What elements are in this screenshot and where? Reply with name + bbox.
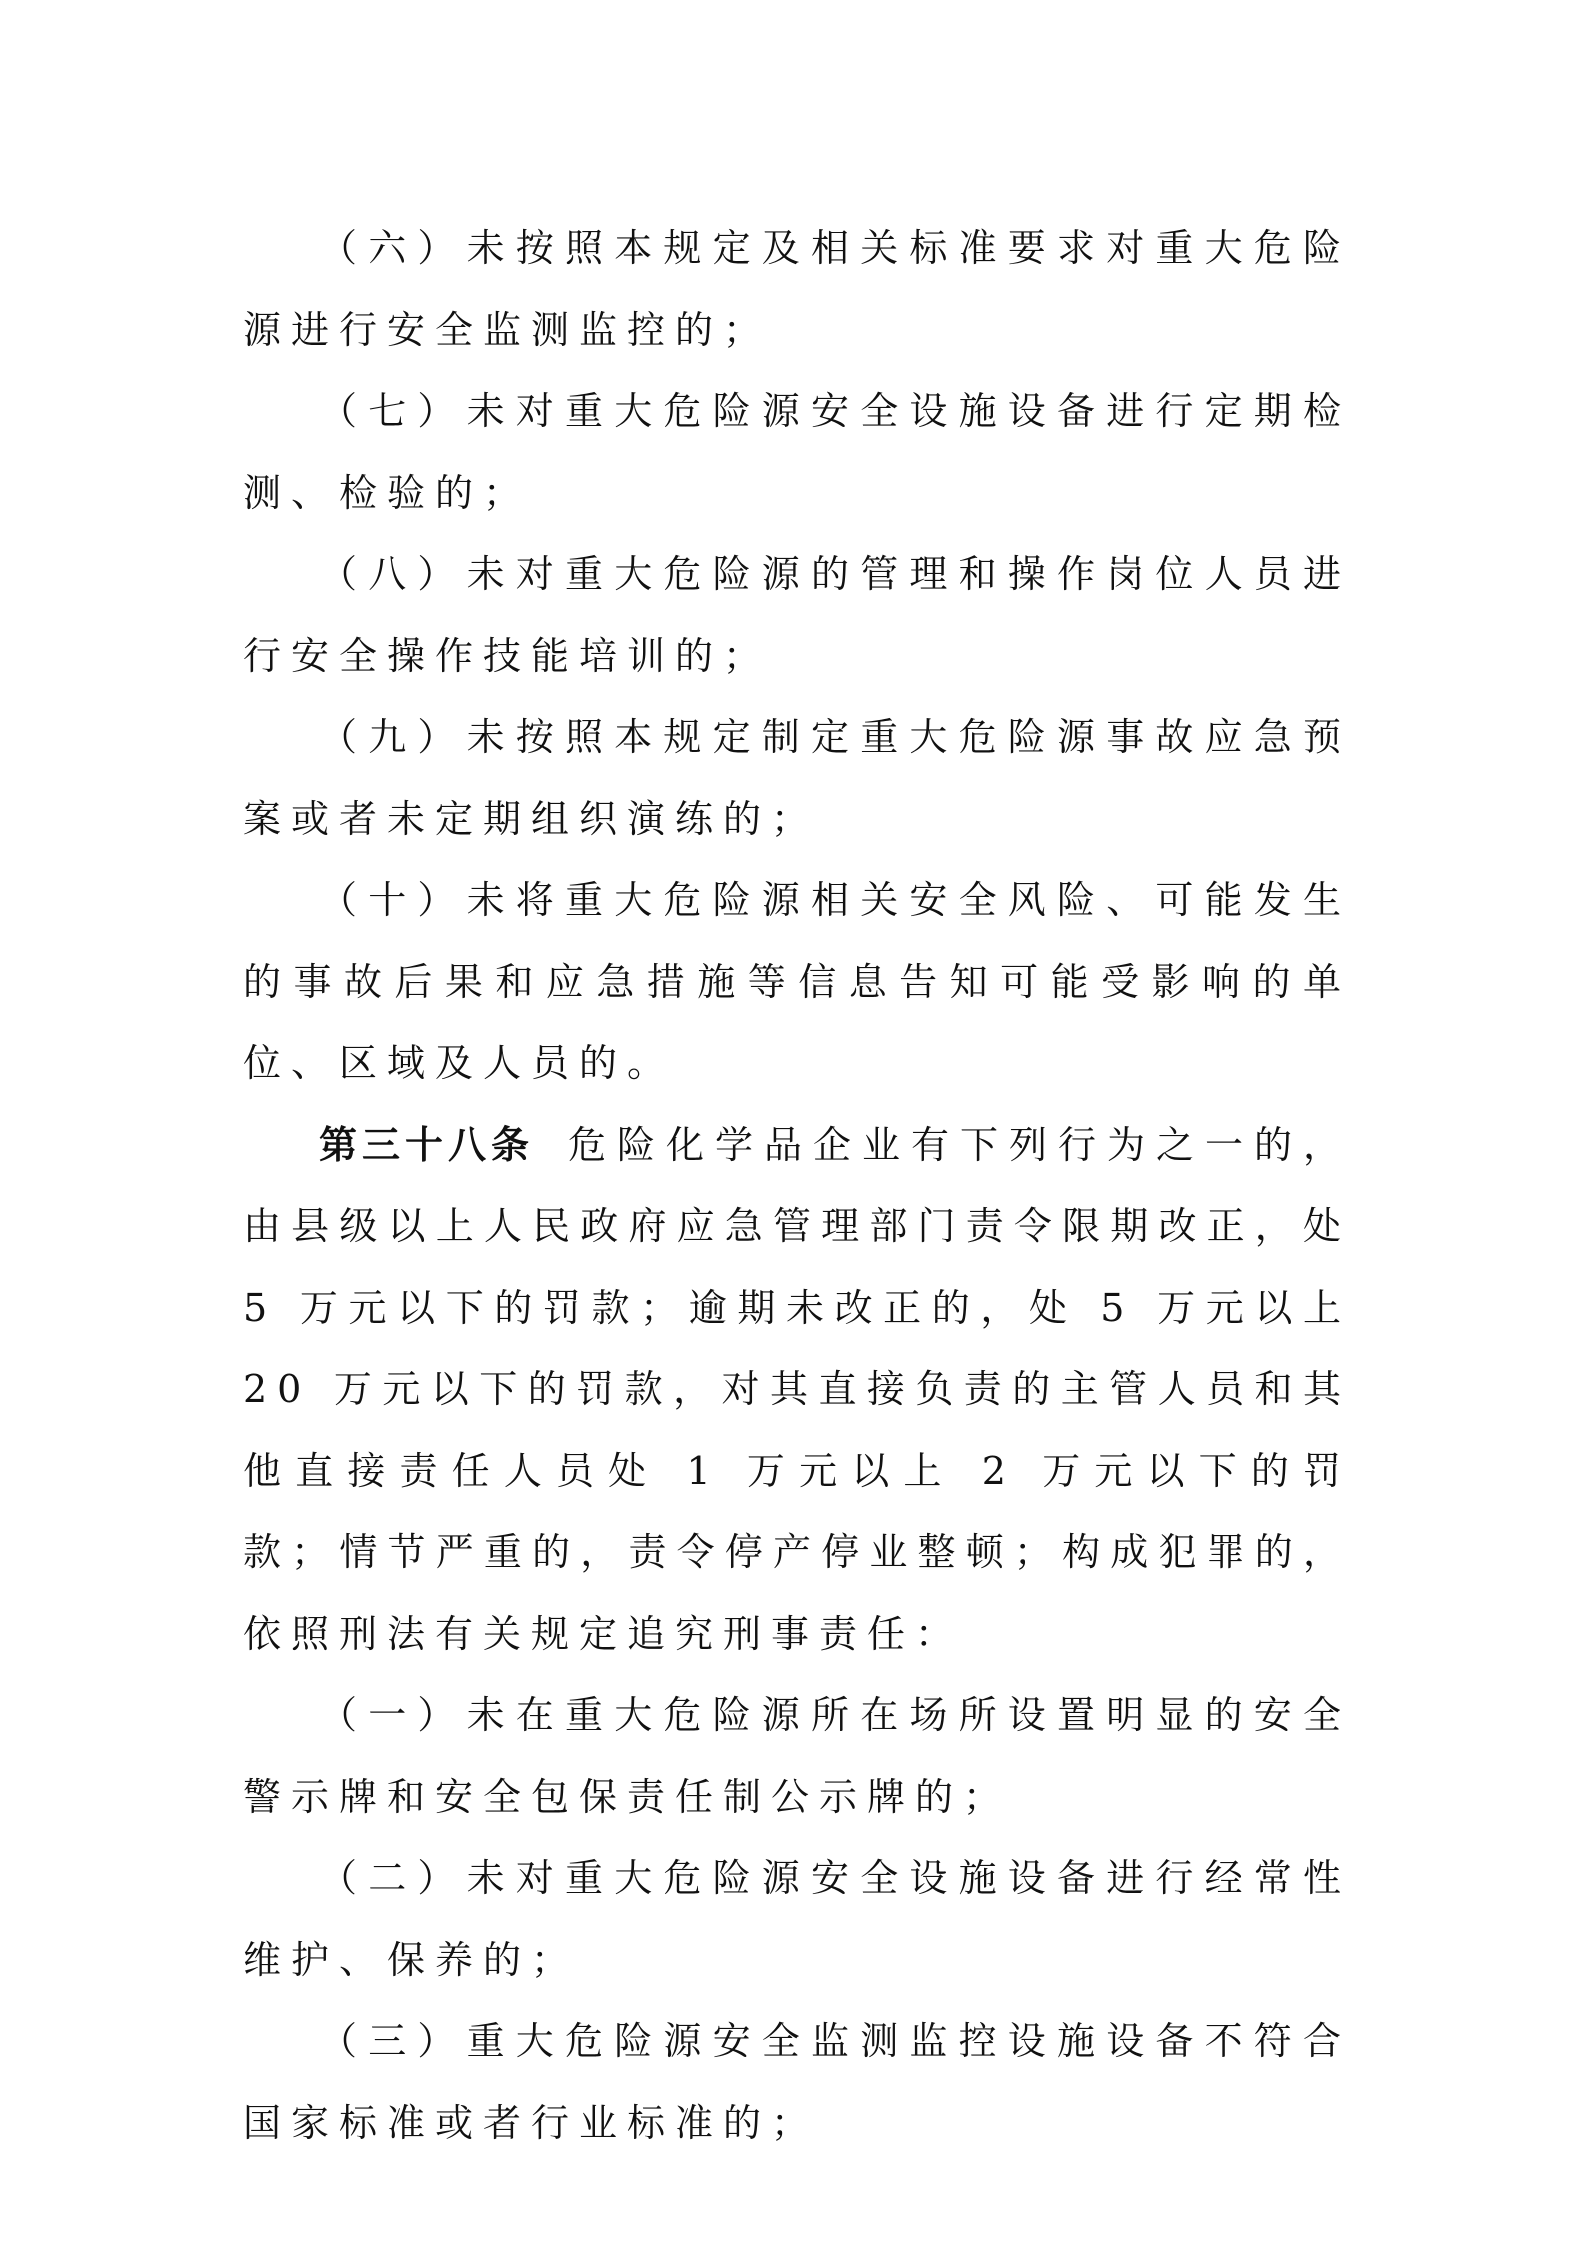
- article-38-label: 第三十八条: [319, 1122, 534, 1167]
- article-38-text: 危险化学品企业有下列行为之一的，由县级以上人民政府应急管理部门责令限期改正，处 5 万元以下的罚款；逾期未改正的，处 5 万元以上 20 万元以下的罚款，对其直接负责的主管人员和其他直接责任人员处 1 万元以上 2 万元以下的罚款；情节严重的，责令停产停业整顿；构成犯罪的，依照刑法有关规定追究刑事责任：: [243, 1122, 1351, 1656]
- document-page: [243, 208, 1351, 2164]
- paragraph-item-3: （三）重大危险源安全监测监控设施设备不符合国家标准或者行业标准的；: [243, 2019, 1351, 2145]
- paragraph-item-2: （二）未对重大危险源安全设施设备进行经常性维护、保养的；: [243, 1856, 1351, 1982]
- paragraph-item-9: （九）未按照本规定制定重大危险源事故应急预案或者未定期组织演练的；: [243, 715, 1351, 841]
- paragraph-item-8: （八）未对重大危险源的管理和操作岗位人员进行安全操作技能培训的；: [243, 552, 1351, 678]
- paragraph-item-10: （十）未将重大危险源相关安全风险、可能发生的事故后果和应急措施等信息告知可能受影响的单位、区域及人员的。: [243, 878, 1351, 1085]
- paragraph-item-6: （六）未按照本规定及相关标准要求对重大危险源进行安全监测监控的；: [243, 226, 1351, 352]
- article-38-paragraph: [243, 1105, 1351, 1676]
- paragraph-item-1: （一）未在重大危险源所在场所设置明显的安全警示牌和安全包保责任制公示牌的；: [243, 1693, 1351, 1819]
- paragraph-item-7: （七）未对重大危险源安全设施设备进行定期检测、检验的；: [243, 389, 1351, 515]
